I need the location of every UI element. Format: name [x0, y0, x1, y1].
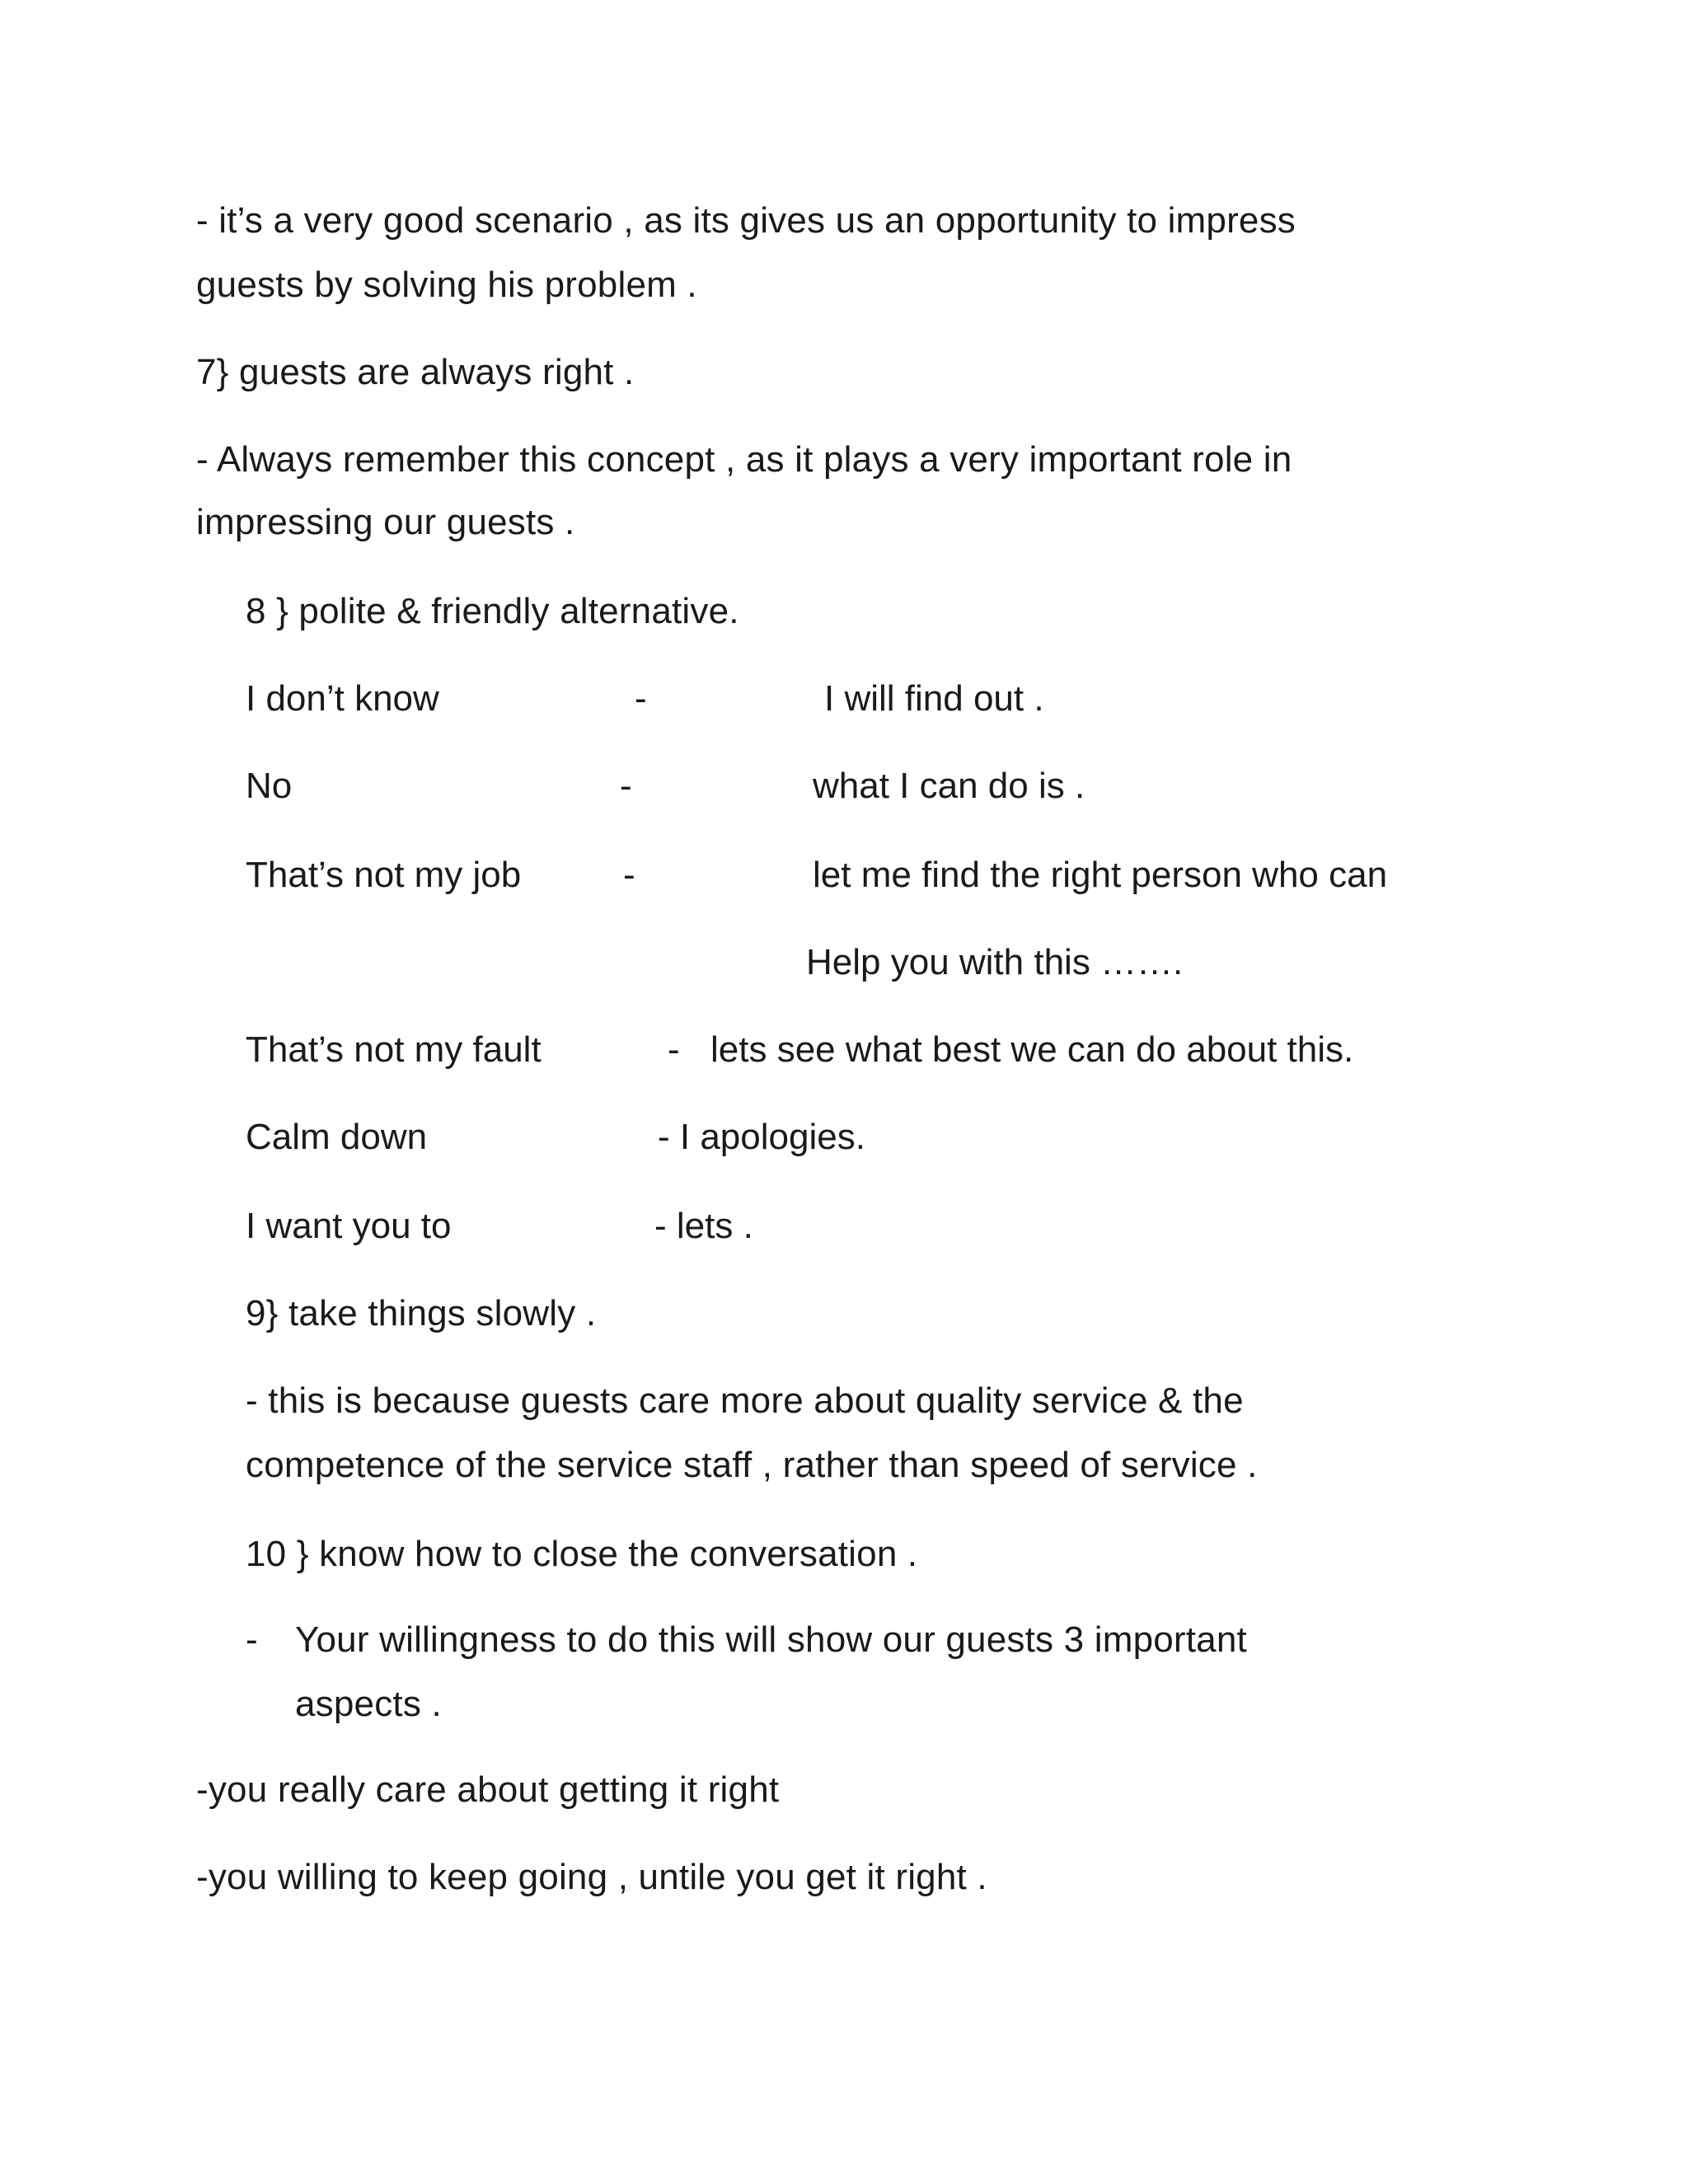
paragraph-line: - it’s a very good scenario , as its gives us an opportunity to impress [196, 200, 1296, 241]
alternative-replacement: I will find out . [824, 678, 1044, 719]
bullet-dash: - [246, 1619, 258, 1660]
alternative-replacement: - I apologies. [658, 1117, 865, 1157]
alternative-phrase: No [246, 766, 293, 806]
paragraph-line: competence of the service staff , rather than speed of service . [246, 1445, 1258, 1485]
paragraph-line: -you really care about getting it right [196, 1769, 780, 1810]
paragraph-line: - Always remember this concept , as it plays a very important role in [196, 439, 1292, 480]
alternative-dash: - [668, 1029, 680, 1070]
section-heading-7: 7} guests are always right . [196, 352, 635, 392]
paragraph-line: - this is because guests care more about quality service & the [246, 1380, 1244, 1421]
alternative-phrase: Calm down [246, 1117, 428, 1157]
section-heading-9: 9} take things slowly . [246, 1293, 597, 1333]
section-heading-8: 8 } polite & friendly alternative. [246, 591, 739, 631]
alternative-replacement: lets see what best we can do about this. [710, 1029, 1354, 1070]
alternative-dash: - [623, 855, 635, 895]
paragraph-line: Your willingness to do this will show our guests 3 important [295, 1619, 1247, 1660]
paragraph-line: impressing our guests . [196, 502, 575, 542]
alternative-phrase: I don’t know [246, 678, 439, 719]
alternative-dash: - [620, 766, 632, 806]
alternative-replacement: Help you with this ……. [806, 942, 1184, 982]
paragraph-line: aspects . [295, 1684, 442, 1724]
alternative-replacement: - lets . [654, 1206, 753, 1246]
paragraph-line: guests by solving his problem . [196, 265, 697, 305]
alternative-phrase: That’s not my job [246, 855, 522, 895]
alternative-phrase: I want you to [246, 1206, 452, 1246]
section-heading-10: 10 } know how to close the conversation . [246, 1534, 918, 1574]
alternative-dash: - [635, 678, 647, 719]
alternative-replacement: what I can do is . [813, 766, 1085, 806]
alternative-replacement: let me find the right person who can [813, 855, 1388, 895]
paragraph-line: -you willing to keep going , untile you get it right . [196, 1857, 987, 1897]
alternative-phrase: That’s not my fault [246, 1029, 542, 1070]
